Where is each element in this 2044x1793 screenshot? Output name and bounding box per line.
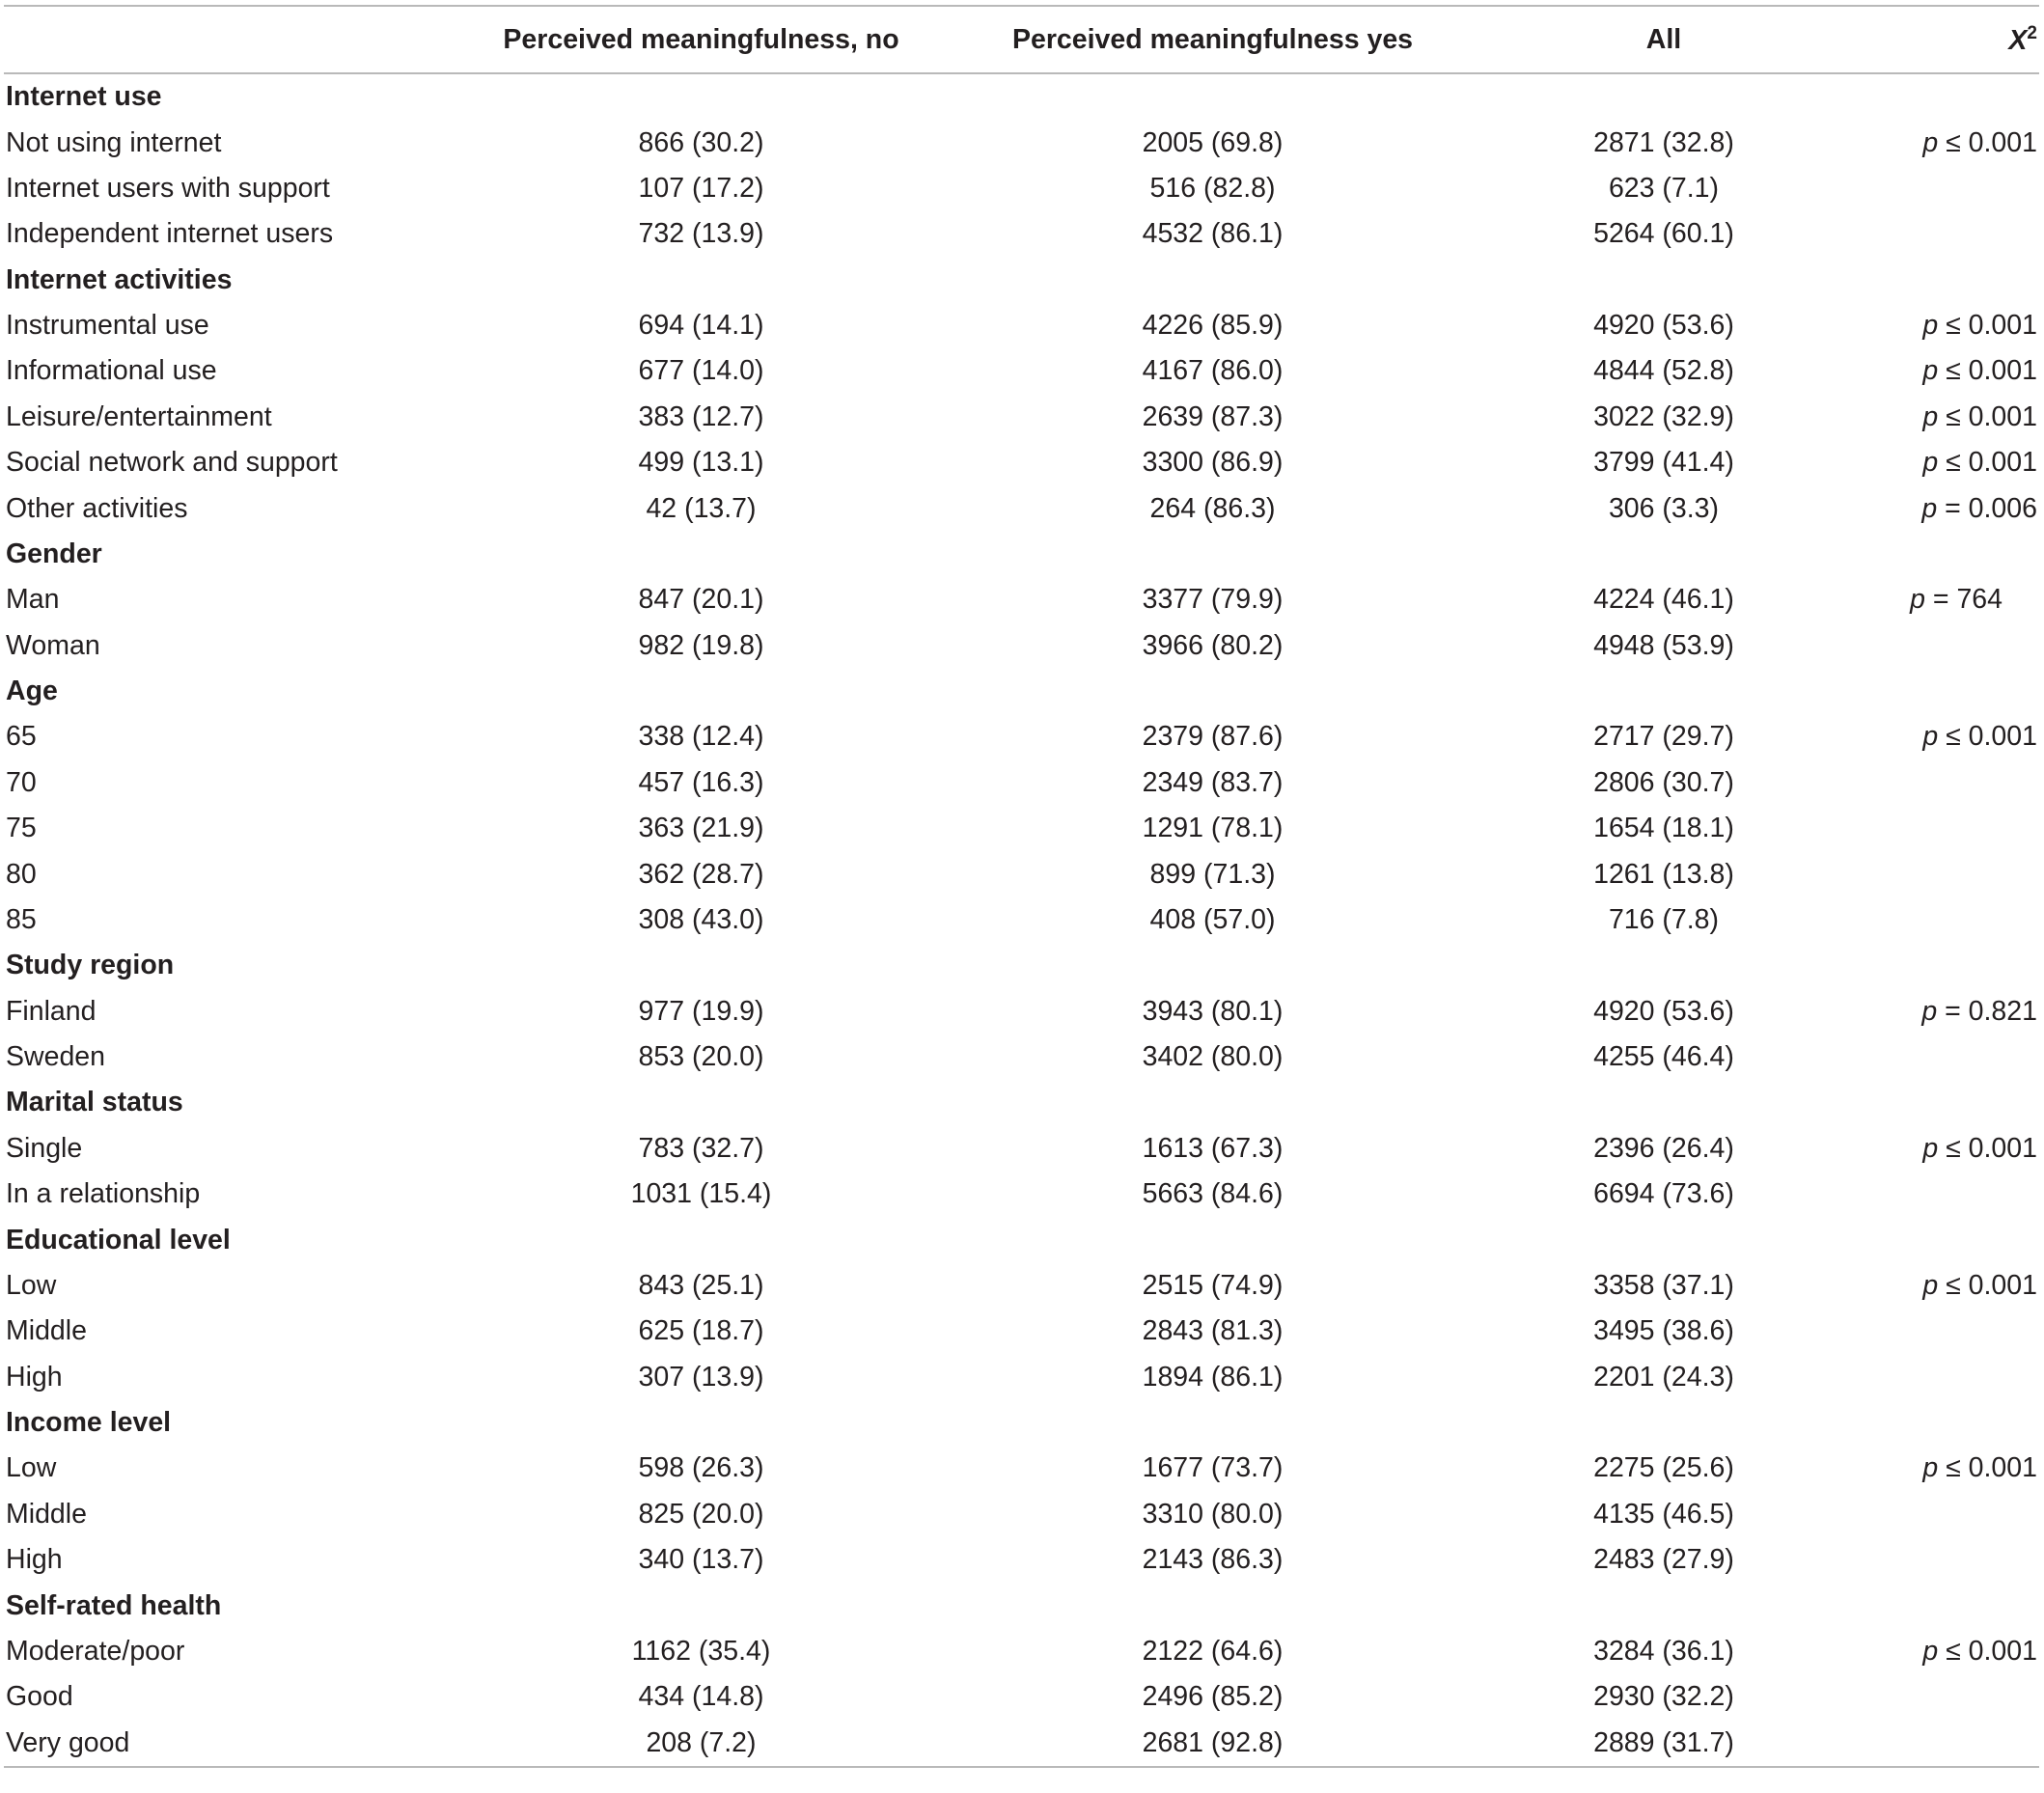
header-chi-square [1871,6,2039,73]
section-row [4,73,2039,120]
cell-all: 4255 (46.4) [1593,1041,1734,1073]
table-row [4,1674,2039,1720]
row-label: Independent internet users [6,218,334,250]
cell-all: 2396 (26.4) [1593,1132,1734,1164]
table-row [4,1172,2039,1217]
row-label: Good [6,1681,73,1713]
table-row [4,577,2039,622]
header-row [4,6,2039,73]
row-label: 70 [6,766,37,798]
header-all: All [1456,6,1871,73]
header-meaningfulness-yes: Perceived meaningfulness yes [969,6,1456,73]
p-symbol: p [1910,584,1925,616]
cell-all: 3799 (41.4) [1593,447,1734,479]
p-value-text: ≤ 0.001 [1938,1452,2037,1484]
cell-p-value [1871,1721,2039,1767]
row-label: Sweden [6,1041,105,1073]
table-row [4,1492,2039,1537]
cell-p-value [1871,714,2039,759]
row-label: Very good [4,1721,433,1767]
cell-meaningfulness-no: 362 (28.7) [638,858,764,890]
cell-all: 2889 (31.7) [1456,1721,1871,1767]
cell-meaningfulness-yes: 2639 (87.3) [1142,400,1284,432]
table-row [4,897,2039,943]
p-symbol: p [1922,1269,1939,1301]
cell-meaningfulness-no: 499 (13.1) [638,447,764,479]
section-heading: Income level [6,1407,172,1439]
section-heading: Internet activities [6,263,233,295]
cell-all: 716 (7.8) [1608,903,1720,935]
p-symbol: p [1922,1635,1939,1667]
cell-meaningfulness-yes: 2005 (69.8) [1142,126,1284,158]
section-row [4,258,2039,303]
cell-all: 2930 (32.2) [1593,1681,1734,1713]
cell-meaningfulness-no: 340 (13.7) [638,1544,764,1576]
cell-meaningfulness-no: 853 (20.0) [638,1041,764,1073]
cell-all: 2717 (29.7) [1593,721,1734,753]
cell-meaningfulness-yes: 3300 (86.9) [1142,447,1284,479]
section-row [4,532,2039,577]
cell-meaningfulness-yes: 3966 (80.2) [1142,629,1284,661]
section-heading: Marital status [6,1087,183,1118]
cell-meaningfulness-yes: 4226 (85.9) [1142,310,1284,342]
table-row [4,440,2039,485]
chi-square-exponent: 2 [2027,22,2037,43]
cell-meaningfulness-no: 982 (19.8) [638,629,764,661]
row-label: Internet users with support [6,172,330,204]
table-row [4,851,2039,896]
row-label: High [6,1544,63,1576]
cell-p-value [1871,1674,2039,1720]
row-label: 65 [6,721,37,753]
cell-all: 3495 (38.6) [1593,1315,1734,1347]
cell-p-value [1871,395,2039,440]
cell-p-value [1871,1309,2039,1354]
row-label: Man [6,584,60,616]
cell-p-value [1871,623,2039,669]
cell-meaningfulness-yes: 2515 (74.9) [1142,1269,1284,1301]
table-row [4,714,2039,759]
table-row [4,623,2039,669]
cell-p-value [1871,1263,2039,1309]
row-label: Woman [6,629,100,661]
cell-all: 2483 (27.9) [1593,1544,1734,1576]
cell-meaningfulness-yes: 408 (57.0) [1149,903,1276,935]
cell-p-value [1871,440,2039,485]
p-symbol: p [1922,310,1939,342]
section-row [4,1217,2039,1262]
cell-p-value [1871,577,2039,622]
cell-all: 2201 (24.3) [1593,1361,1734,1393]
p-symbol: p [1922,126,1939,158]
row-label: 80 [6,858,37,890]
meaningfulness-table [4,5,2039,1768]
table-row [4,120,2039,165]
cell-p-value [1871,1629,2039,1674]
cell-p-value [1871,120,2039,165]
p-value-text: = 0.006 [1937,492,2037,524]
cell-meaningfulness-yes: 2143 (86.3) [1142,1544,1284,1576]
cell-meaningfulness-no: 434 (14.8) [638,1681,764,1713]
p-value-text: ≤ 0.001 [1938,447,2037,479]
cell-meaningfulness-no: 42 (13.7) [646,492,757,524]
p-value-text: = 0.821 [1937,995,2037,1027]
row-label: Social network and support [6,447,338,479]
table-row [4,303,2039,348]
section-row [4,1080,2039,1125]
cell-meaningfulness-no: 866 (30.2) [638,126,764,158]
row-label: Low [6,1452,57,1484]
table-body [4,73,2039,1767]
p-value-text: ≤ 0.001 [1938,1635,2037,1667]
section-row [4,669,2039,714]
p-value-text: ≤ 0.001 [1938,1132,2037,1164]
cell-all: 3022 (32.9) [1593,400,1734,432]
cell-meaningfulness-yes: 2843 (81.3) [1142,1315,1284,1347]
table-header [4,6,2039,73]
cell-all: 1261 (13.8) [1593,858,1734,890]
cell-p-value [1871,989,2039,1034]
cell-all: 306 (3.3) [1608,492,1720,524]
cell-p-value [1871,485,2039,531]
cell-meaningfulness-no: 625 (18.7) [638,1315,764,1347]
table-row [4,348,2039,394]
cell-meaningfulness-yes: 2681 (92.8) [969,1721,1456,1767]
cell-all: 2871 (32.8) [1593,126,1734,158]
p-value-text: ≤ 0.001 [1938,1269,2037,1301]
p-value-text: ≤ 0.001 [1938,721,2037,753]
p-symbol: p [1921,995,1938,1027]
cell-all: 2275 (25.6) [1593,1452,1734,1484]
cell-meaningfulness-yes: 1894 (86.1) [1142,1361,1284,1393]
row-label: Middle [6,1315,87,1347]
row-label: 85 [6,903,37,935]
p-symbol: p [1922,1132,1939,1164]
cell-p-value [1871,851,2039,896]
cell-all: 4920 (53.6) [1593,995,1734,1027]
cell-meaningfulness-yes: 2379 (87.6) [1142,721,1284,753]
row-label: Informational use [6,355,217,387]
cell-all: 2806 (30.7) [1593,766,1734,798]
cell-p-value [1871,1034,2039,1080]
table-row [4,166,2039,211]
cell-meaningfulness-no: 732 (13.9) [638,218,764,250]
row-label: Low [6,1269,57,1301]
cell-meaningfulness-yes: 899 (71.3) [1149,858,1276,890]
section-heading: Self-rated health [6,1589,222,1621]
cell-meaningfulness-no: 307 (13.9) [638,1361,764,1393]
table-row [4,1537,2039,1583]
section-heading: Study region [6,950,175,981]
cell-meaningfulness-no: 1031 (15.4) [630,1178,772,1210]
cell-all: 4135 (46.5) [1593,1498,1734,1530]
p-symbol: p [1922,721,1939,753]
cell-meaningfulness-no: 308 (43.0) [638,903,764,935]
cell-meaningfulness-yes: 2349 (83.7) [1142,766,1284,798]
cell-meaningfulness-yes: 2122 (64.6) [1142,1635,1284,1667]
cell-meaningfulness-no: 825 (20.0) [638,1498,764,1530]
p-value-text: = 764 [1924,584,2003,616]
row-label: Middle [6,1498,87,1530]
cell-p-value [1871,1537,2039,1583]
cell-all: 1654 (18.1) [1593,813,1734,844]
section-row [4,1583,2039,1628]
cell-p-value [1871,211,2039,257]
table-row [4,760,2039,806]
cell-meaningfulness-yes: 3943 (80.1) [1142,995,1284,1027]
cell-meaningfulness-no: 107 (17.2) [638,172,764,204]
cell-p-value [1871,1172,2039,1217]
table-row [4,211,2039,257]
p-symbol: p [1922,355,1939,387]
table-row [4,1355,2039,1400]
p-symbol: p [1922,1452,1939,1484]
cell-all: 3284 (36.1) [1593,1635,1734,1667]
cell-all: 3358 (37.1) [1593,1269,1734,1301]
cell-meaningfulness-yes: 4532 (86.1) [1142,218,1284,250]
chi-square-symbol: X [2008,24,2028,56]
p-symbol: p [1922,400,1939,432]
cell-meaningfulness-no: 843 (25.1) [638,1269,764,1301]
cell-all: 623 (7.1) [1608,172,1720,204]
section-heading: Educational level [6,1224,231,1255]
cell-meaningfulness-yes: 1291 (78.1) [1142,813,1284,844]
cell-p-value [1871,303,2039,348]
cell-p-value [1871,1446,2039,1491]
cell-meaningfulness-no: 847 (20.1) [638,584,764,616]
cell-meaningfulness-no: 694 (14.1) [638,310,764,342]
cell-meaningfulness-no: 977 (19.9) [638,995,764,1027]
cell-p-value [1871,348,2039,394]
cell-all: 4948 (53.9) [1593,629,1734,661]
table-row [4,1126,2039,1172]
cell-meaningfulness-yes: 3310 (80.0) [1142,1498,1284,1530]
table-row [4,1034,2039,1080]
cell-meaningfulness-yes: 5663 (84.6) [1142,1178,1284,1210]
table-row [4,1629,2039,1674]
row-label: Leisure/entertainment [6,400,272,432]
p-value-text: ≤ 0.001 [1938,355,2037,387]
p-value-text: ≤ 0.001 [1938,400,2037,432]
section-row [4,943,2039,988]
cell-meaningfulness-yes: 3377 (79.9) [1142,584,1284,616]
row-label: Not using internet [6,126,222,158]
row-label: 75 [6,813,37,844]
cell-meaningfulness-no: 677 (14.0) [638,355,764,387]
table-row [4,1446,2039,1491]
cell-all: 6694 (73.6) [1593,1178,1734,1210]
table-row [4,806,2039,851]
header-meaningfulness-no: Perceived meaningfulness, no [433,6,969,73]
cell-meaningfulness-yes: 1613 (67.3) [1142,1132,1284,1164]
p-value-text: ≤ 0.001 [1938,126,2037,158]
row-label: Instrumental use [6,310,209,342]
cell-p-value [1871,806,2039,851]
cell-meaningfulness-no: 783 (32.7) [638,1132,764,1164]
table-row [4,1263,2039,1309]
cell-meaningfulness-yes: 516 (82.8) [1149,172,1276,204]
cell-meaningfulness-no: 338 (12.4) [638,721,764,753]
section-heading: Internet use [6,81,162,113]
section-row [4,1400,2039,1446]
cell-all: 5264 (60.1) [1593,218,1734,250]
cell-meaningfulness-no: 208 (7.2) [433,1721,969,1767]
cell-meaningfulness-yes: 2496 (85.2) [1142,1681,1284,1713]
cell-p-value [1871,1355,2039,1400]
row-label: In a relationship [6,1178,201,1210]
table-row [4,395,2039,440]
cell-meaningfulness-no: 1162 (35.4) [631,1635,771,1667]
table-row [4,1721,2039,1767]
section-heading: Age [6,676,58,707]
section-heading: Gender [6,538,102,569]
cell-meaningfulness-no: 383 (12.7) [638,400,764,432]
cell-all: 4920 (53.6) [1593,310,1734,342]
p-symbol: p [1922,447,1939,479]
p-symbol: p [1921,492,1938,524]
cell-meaningfulness-yes: 3402 (80.0) [1142,1041,1284,1073]
row-label: High [6,1361,63,1393]
cell-meaningfulness-no: 598 (26.3) [638,1452,764,1484]
table-row [4,989,2039,1034]
row-label: Finland [6,995,97,1027]
cell-p-value [1871,1492,2039,1537]
cell-all: 4844 (52.8) [1593,355,1734,387]
row-label: Single [6,1132,83,1164]
cell-meaningfulness-yes: 264 (86.3) [1149,492,1276,524]
cell-p-value [1871,897,2039,943]
cell-all: 4224 (46.1) [1593,584,1734,616]
cell-meaningfulness-yes: 1677 (73.7) [1142,1452,1284,1484]
table-row [4,1309,2039,1354]
row-label: Other activities [6,492,188,524]
cell-meaningfulness-yes: 4167 (86.0) [1142,355,1284,387]
cell-p-value [1871,1126,2039,1172]
row-label: Moderate/poor [6,1635,185,1667]
cell-meaningfulness-no: 457 (16.3) [638,766,764,798]
table-row [4,485,2039,531]
cell-p-value [1871,760,2039,806]
header-variable [4,6,433,73]
cell-p-value [1871,166,2039,211]
p-value-text: ≤ 0.001 [1938,310,2037,342]
cell-meaningfulness-no: 363 (21.9) [638,813,764,844]
